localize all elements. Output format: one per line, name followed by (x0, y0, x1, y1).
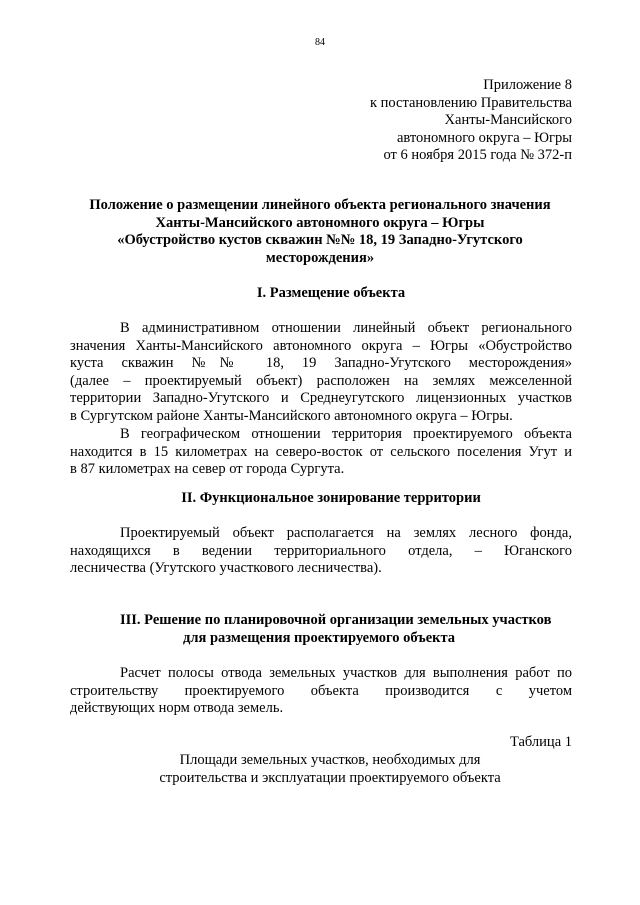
paragraph-line: В административном отношении линейный объект регионального (120, 320, 572, 336)
paragraph-line: в Сургутском районе Ханты-Мансийского автономного округа – Югры. (70, 407, 513, 424)
title-line: Ханты-Мансийского автономного округа – Югры (155, 214, 485, 231)
paragraph-line: В географическом отношении территория проектируемого объекта (120, 426, 572, 442)
title-line: Положение о размещении линейного объекта регионального значения (89, 197, 551, 213)
paragraph-line: в 87 километрах на север от города Сургута. (70, 461, 345, 477)
section-2-heading: II. Функциональное зонирование территории (181, 490, 481, 506)
title-line: «Обустройство кустов скважин №№ 18, 19 Западно-Угутского (117, 232, 523, 248)
paragraph-line: строительству проектируемого объекта производится с учетом (70, 682, 572, 699)
section-1-paragraph-2 (70, 426, 572, 479)
paragraph-line: Расчет полосы отвода земельных участков для выполнения работ по (120, 665, 572, 681)
table-caption-line: Площади земельных участков, необходимых для (179, 752, 481, 768)
paragraph-line: находится в 15 километрах на северо-восток от сельского поселения Угут и (70, 443, 572, 460)
page-number: 84 (315, 37, 325, 48)
title-line: месторождения» (265, 249, 375, 266)
section-1-paragraph-1 (70, 320, 572, 425)
appendix-line: Приложение 8 (483, 77, 572, 93)
section-1-heading: I. Размещение объекта (256, 285, 406, 301)
section-3-heading (120, 612, 580, 647)
paragraph-line: лесничества (Угутского участкового лесничества). (70, 560, 382, 576)
appendix-line: Ханты-Мансийского (444, 112, 572, 128)
table-caption-line: строительства и эксплуатации проектируемого объекта (159, 769, 501, 786)
appendix-line: к постановлению Правительства (370, 94, 572, 111)
appendix-line: автономного округа – Югры (396, 129, 572, 146)
section-2-paragraph (70, 525, 572, 578)
paragraph-line: Проектируемый объект располагается на землях лесного фонда, (120, 525, 572, 541)
section-3-heading-line: для размещения проектируемого объекта (183, 629, 456, 646)
table-caption (70, 752, 590, 787)
paragraph-line: значения Ханты-Мансийского автономного округа – Югры «Обустройство (70, 337, 572, 354)
paragraph-line: территории Западно-Угутского и Среднеугутского лицензионных участков (70, 390, 572, 406)
appendix-line: от 6 ноября 2015 года № 372-п (383, 147, 572, 163)
paragraph-line: действующих норм отвода земель. (70, 700, 284, 716)
section-3-paragraph (70, 665, 572, 718)
table-label: Таблица 1 (509, 734, 572, 750)
paragraph-line: куста скважин №№ 18, 19 Западно-Угутского месторождения» (70, 355, 572, 371)
paragraph-line: находящихся в ведении территориального отдела, – Юганского (70, 542, 572, 559)
paragraph-line: (далее – проектируемый объект) расположен на землях межселенной (70, 372, 572, 389)
section-3-heading-line: III. Решение по планировочной организации земельных участков (120, 612, 552, 628)
document-title (70, 197, 570, 267)
appendix-block (272, 77, 572, 165)
